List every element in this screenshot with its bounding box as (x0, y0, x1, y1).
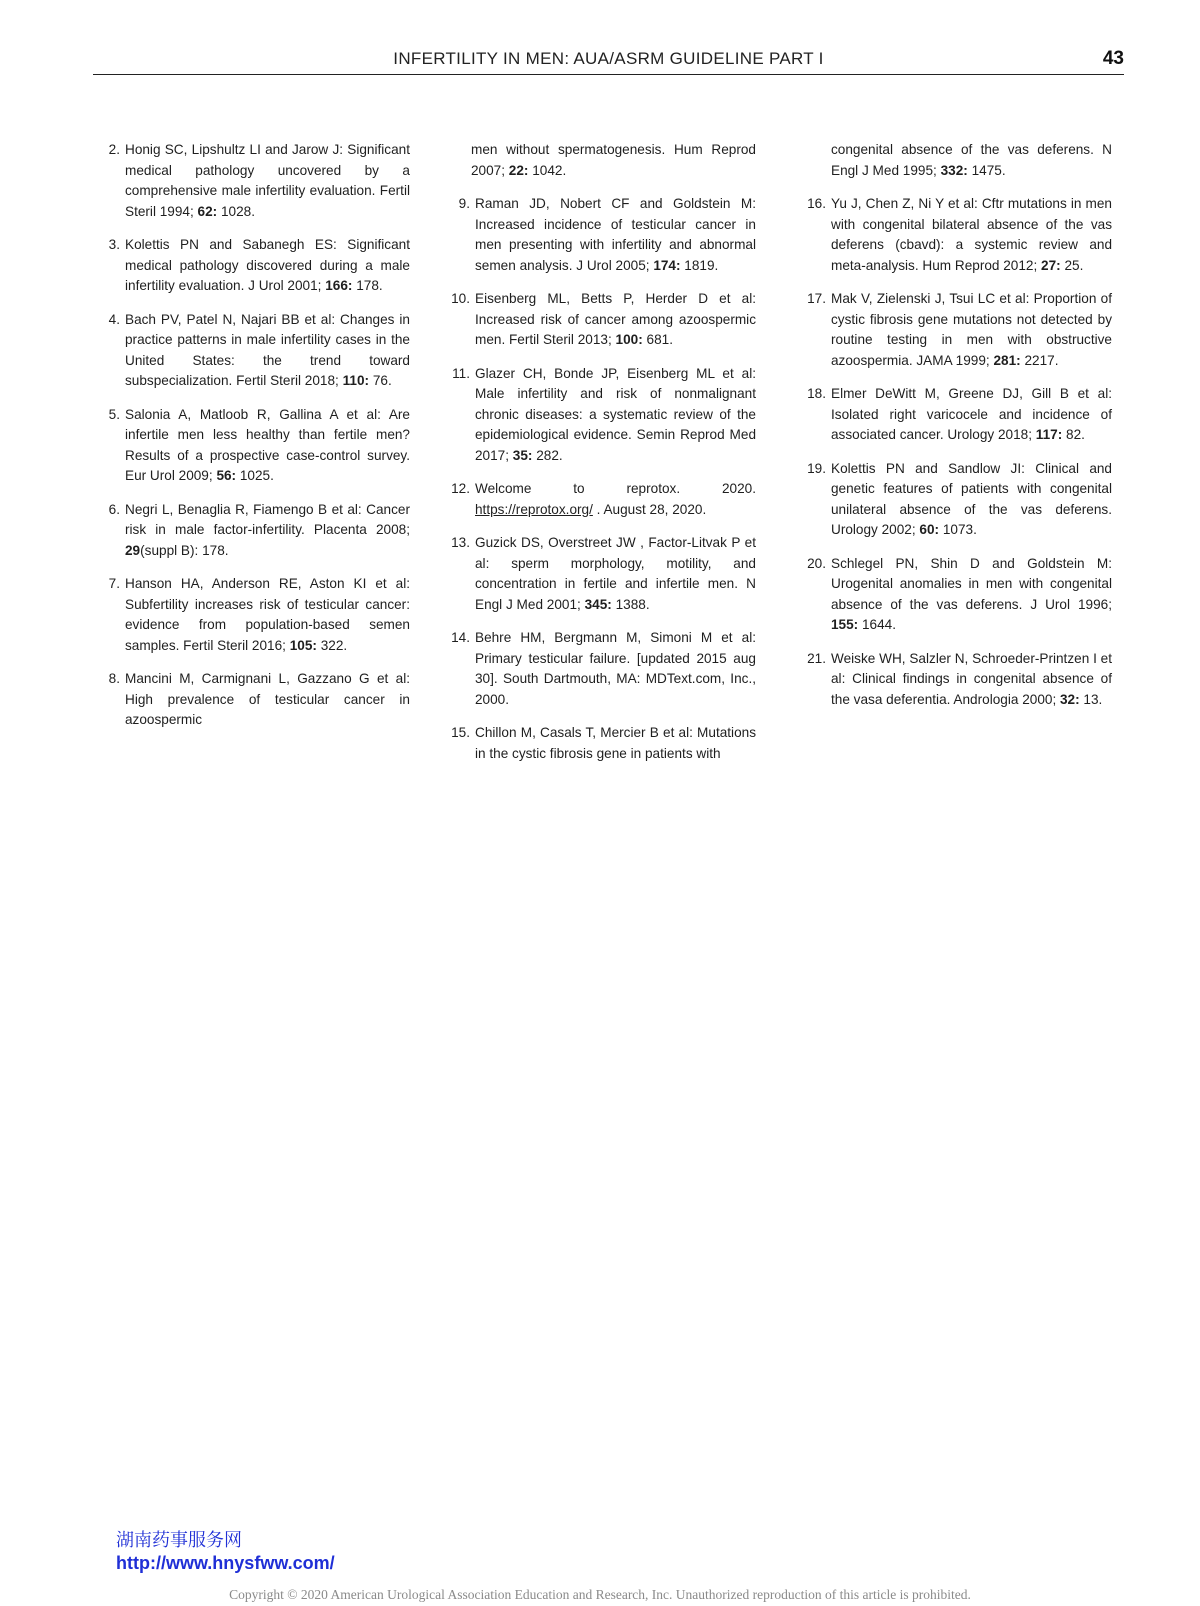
watermark (116, 1530, 335, 1574)
reference-number: 10. (451, 291, 470, 306)
reference-volume: 22: (508, 162, 529, 178)
reference-number: 13. (451, 535, 470, 550)
reference-pages: 2217. (1020, 352, 1059, 368)
reference-number: 19. (807, 460, 826, 476)
reference-pages: 82. (1062, 427, 1085, 442)
reference-text: Weiske WH, Salzler N, Schroeder-Printzen I et al: Clinical findings in congenital absence of the vasa deferentia. Andrologia 2000; (831, 650, 1112, 707)
copyright-notice: Copyright © 2020 American Urological Association Education and Research, Inc. Unauthorized reproduction of this article is prohibited. (229, 1587, 971, 1602)
reference-text: men without spermatogenesis. Hum Reprod 2007; (471, 142, 756, 178)
reference-pages: 1025. (236, 468, 274, 483)
reference-item (444, 194, 756, 276)
reference-text: Kolettis PN and Sabanegh ES: Significant medical pathology discovered during a male infertility evaluation. J Urol 2001; (125, 237, 410, 293)
reference-item (800, 459, 1112, 541)
reference-item (444, 479, 756, 520)
reference-pages: 1819. (680, 257, 719, 273)
reference-number: 12. (451, 481, 470, 496)
reference-text: Eisenberg ML, Betts P, Herder D et al: Increased risk of cancer among azoospermic men. Fertil Steril 2013; (475, 291, 756, 347)
watermark-url-link[interactable]: http://www.hnysfww.com/ (116, 1553, 335, 1573)
reference-item (444, 628, 756, 710)
reference-pages: 322. (316, 637, 348, 653)
reference-number: 5. (108, 406, 120, 422)
reference-pages: 1644. (858, 617, 897, 632)
reference-number: 14. (451, 630, 470, 645)
reference-pages: 76. (369, 373, 392, 388)
reference-text: Bach PV, Patel N, Najari BB et al: Changes in practice patterns in male infertility cases in the United States: the trend toward subspecialization. Fertil Steril 2018; (125, 311, 410, 388)
reference-pages: 1475. (967, 162, 1006, 178)
reference-item (98, 310, 410, 392)
reference-volume: 117: (1035, 427, 1063, 442)
reference-item (444, 723, 756, 764)
reference-item (444, 533, 756, 615)
reference-item (800, 384, 1112, 446)
reference-text: Negri L, Benaglia R, Fiamengo B et al: Cancer risk in male factor-infertility. Placenta 2008; (125, 501, 410, 537)
reference-item (98, 405, 410, 487)
reference-pages: (suppl B): 178. (140, 542, 229, 558)
reference-text: Behre HM, Bergmann M, Simoni M et al: Primary testicular failure. [updated 2015 aug 30]. South Dartmouth, MA: MDText.com, Inc., 2000. (475, 630, 756, 707)
reference-text: Elmer DeWitt M, Greene DJ, Gill B et al: Isolated right varicocele and incidence of associated cancer. Urology 2018; (831, 386, 1112, 442)
reference-volume: 29 (125, 542, 141, 558)
reference-volume: 60: (919, 522, 940, 537)
reference-pages: 25. (1060, 257, 1084, 273)
reference-number: 6. (108, 501, 120, 517)
reference-number: 20. (807, 555, 826, 571)
reprotox-link[interactable]: https://reprotox.org/ (475, 501, 593, 517)
reference-text: Yu J, Chen Z, Ni Y et al: Cftr mutations in men with congenital bilateral absence of the vas deferens (cbavd): a systemic review and meta-analysis. Hum Reprod 2012; (831, 196, 1112, 273)
reference-number: 9. (458, 196, 470, 211)
reference-item (98, 574, 410, 656)
reference-text: Glazer CH, Bonde JP, Eisenberg ML et al: Male infertility and risk of nonmalignant chronic diseases: a systematic review of the epidemiological evidence. Semin Reprod Med 2017; (475, 365, 756, 463)
reference-text: Welcome to reprotox. 2020. (475, 481, 756, 496)
reference-pages: 1388. (611, 596, 650, 612)
reference-pages: 282. (532, 447, 563, 463)
reference-volume: 281: (993, 352, 1021, 368)
reference-item (444, 364, 756, 467)
reference-volume: 105: (289, 637, 317, 653)
reference-text: Honig SC, Lipshultz LI and Jarow J: Significant medical pathology uncovered by a comprehensive male infertility evaluation. Fertil Steril 1994; (125, 142, 410, 219)
reference-volume: 345: (584, 596, 612, 612)
reference-number: 11. (452, 365, 470, 381)
page-number: 43 (1102, 48, 1124, 69)
reference-volume: 32: (1060, 691, 1080, 707)
references-column-1 (98, 140, 410, 744)
reference-volume: 35: (512, 447, 533, 463)
reference-text: Salonia A, Matloob R, Gallina A et al: Are infertile men less healthy than fertile men? Results of a prospective case-control survey. Eur Urol 2009; (125, 406, 410, 483)
reference-item (800, 649, 1112, 711)
reference-continuation (800, 140, 1112, 181)
reference-text: Chillon M, Casals T, Mercier B et al: Mutations in the cystic fibrosis gene in patients with (475, 725, 756, 761)
reference-volume: 166: (325, 278, 353, 293)
reference-continuation (444, 140, 756, 181)
reference-text: Guzick DS, Overstreet JW , Factor-Litvak P et al: sperm morphology, motility, and concentration in fertile and infertile men. N Engl J Med 2001; (475, 535, 756, 612)
reference-text: Raman JD, Nobert CF and Goldstein M: Increased incidence of testicular cancer in men presenting with infertility and abnormal semen analysis. J Urol 2005; (475, 196, 756, 273)
reference-volume: 332: (940, 162, 968, 178)
reference-item (98, 669, 410, 731)
reference-item (98, 235, 410, 297)
reference-text: Schlegel PN, Shin D and Goldstein M: Urogenital anomalies in men with congenital absence of the vas deferens. J Urol 1996; (831, 555, 1112, 612)
reference-item (800, 554, 1112, 636)
reference-pages: 681. (642, 332, 673, 347)
reference-item (98, 500, 410, 562)
reference-item (444, 289, 756, 351)
running-title: INFERTILITY IN MEN: AUA/ASRM GUIDELINE PART I (393, 49, 824, 68)
reference-volume: 56: (216, 468, 237, 483)
reference-text: congenital absence of the vas deferens. N Engl J Med 1995; (831, 142, 1112, 178)
reference-volume: 174: (653, 257, 681, 273)
reference-pages: . August 28, 2020. (592, 501, 707, 517)
reference-pages: 178. (352, 278, 383, 293)
running-header (93, 48, 1124, 75)
reference-number: 4. (108, 311, 120, 327)
reference-pages: 1073. (939, 522, 977, 537)
reference-pages: 1042. (528, 162, 567, 178)
reference-item (800, 289, 1112, 371)
watermark-site-name: 湖南药事服务网 (116, 1530, 242, 1551)
reference-number: 3. (108, 237, 120, 252)
reference-volume: 100: (615, 332, 643, 347)
reference-volume: 27: (1041, 257, 1061, 273)
reference-number: 8. (108, 671, 120, 686)
reference-volume: 62: (197, 203, 218, 219)
reference-number: 17. (807, 291, 826, 306)
reference-number: 7. (108, 576, 120, 591)
reference-volume: 155: (831, 617, 859, 632)
reference-text: Mancini M, Carmignani L, Gazzano G et al: High prevalence of testicular cancer in azoospermic (125, 671, 410, 727)
reference-number: 15. (451, 725, 470, 740)
reference-text: Kolettis PN and Sandlow JI: Clinical and genetic features of patients with congenital unilateral absence of the vas deferens. Urology 2002; (831, 460, 1112, 537)
reference-number: 18. (807, 386, 826, 401)
reference-number: 2. (108, 142, 120, 157)
reference-volume: 110: (342, 373, 370, 388)
reference-item (98, 140, 410, 222)
references-column-3 (800, 140, 1112, 723)
references-column-2 (444, 140, 756, 777)
reference-text: Hanson HA, Anderson RE, Aston KI et al: Subfertility increases risk of testicular cancer: evidence from population-based semen samples. Fertil Steril 2016; (125, 576, 410, 653)
reference-text: Mak V, Zielenski J, Tsui LC et al: Proportion of cystic fibrosis gene mutations not detected by routine testing in men with obstructive azoospermia. JAMA 1999; (831, 291, 1112, 368)
reference-pages: 13. (1079, 691, 1103, 707)
reference-number: 16. (807, 196, 826, 211)
reference-number: 21. (807, 650, 826, 666)
reference-item (800, 194, 1112, 276)
reference-pages: 1028. (217, 203, 255, 219)
